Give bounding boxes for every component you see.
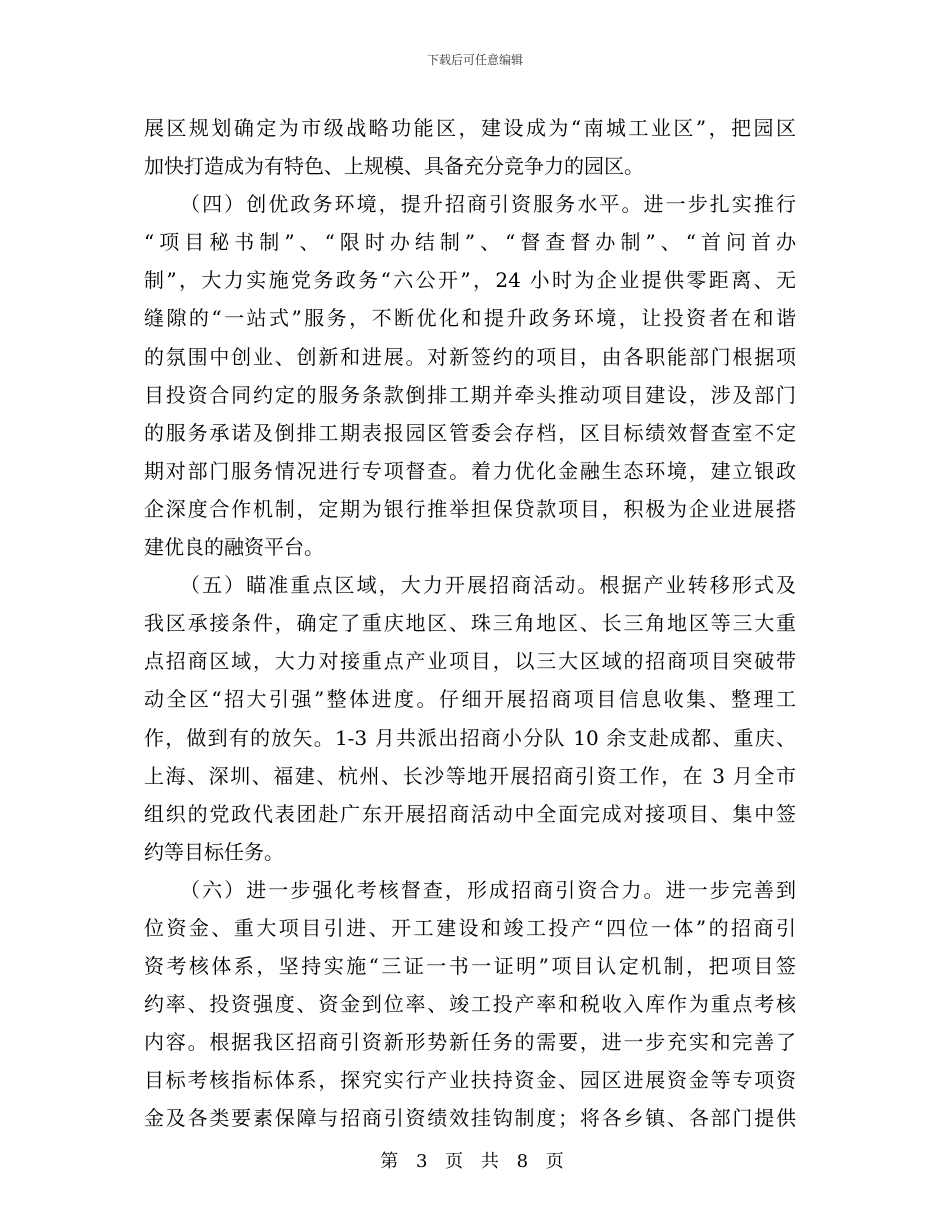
text-line: 加快打造成为有特色、上规模、具备充分竞争力的园区。 [144,154,644,179]
text-line: “项目秘书制”、“限时办结制”、“督查督办制”、“首问首办 [144,230,796,255]
text-line: 的氛围中创业、创新和进展。对新签约的项目，由各职能部门根据项 [144,344,796,369]
text-line: 我区承接条件，确定了重庆地区、珠三角地区、长三角地区等三大重 [144,611,796,636]
text-line: 缝隙的“一站式”服务，不断优化和提升政务环境，让投资者在和谐 [144,306,796,331]
text-line: 组织的党政代表团赴广东开展招商活动中全面完成对接项目、集中签 [144,801,796,826]
text-line: 金及各类要素保障与招商引资绩效挂钩制度；将各乡镇、各部门提供 [144,1106,796,1131]
text-line: 内容。根据我区招商引资新形势新任务的需要，进一步充实和完善了 [144,1030,796,1055]
text-line: 上海、深圳、福建、杭州、长沙等地开展招商引资工作，在 3 月全市 [144,763,796,788]
document-body [144,109,796,1138]
text-line: 约等目标任务。 [144,839,284,864]
text-line: 点招商区域，大力对接重点产业项目，以三大区域的招商项目突破带 [144,649,796,674]
text-line: 作，做到有的放矢。1-3 月共派出招商小分队 10 余支赴成都、重庆、 [144,725,796,750]
text-line: 动全区“招大引强”整体进度。仔细开展招商项目信息收集、整理工 [144,687,796,712]
text-line: 展区规划确定为市级战略功能区，建设成为“南城工业区”，把园区 [144,116,796,140]
text-line: 位资金、重大项目引进、开工建设和竣工投产“四位一体”的招商引 [144,915,796,940]
text-line: 资考核体系，坚持实施“三证一书一证明”项目认定机制，把项目签 [144,954,796,979]
text-line: 期对部门服务情况进行专项督查。着力优化金融生态环境，建立银政 [144,458,796,483]
text-line: （六）进一步强化考核督查，形成招商引资合力。进一步完善到 [180,877,796,902]
text-line: （五）瞄准重点区域，大力开展招商活动。根据产业转移形式及 [180,573,796,598]
text-line: （四）创优政务环境，提升招商引资服务水平。进一步扎实推行 [180,192,796,217]
text-line: 制”，大力实施党务政务“六公开”，24 小时为企业提供零距离、无 [144,268,796,293]
text-line: 约率、投资强度、资金到位率、竣工投产率和税收入库作为重点考核 [144,992,796,1017]
page-number-footer: 第 3 页 共 8 页 [380,1151,570,1172]
page-header: 下载后可任意编辑 [426,53,523,67]
text-line: 目标考核指标体系，探究实行产业扶持资金、园区进展资金等专项资 [144,1068,796,1093]
text-line: 建优良的融资平台。 [144,535,324,560]
text-line: 企深度合作机制，定期为银行推举担保贷款项目，积极为企业进展搭 [144,496,796,521]
text-line: 目投资合同约定的服务条款倒排工期并牵头推动项目建设，涉及部门 [144,382,796,407]
text-line: 的服务承诺及倒排工期表报园区管委会存档，区目标绩效督查室不定 [144,420,796,445]
